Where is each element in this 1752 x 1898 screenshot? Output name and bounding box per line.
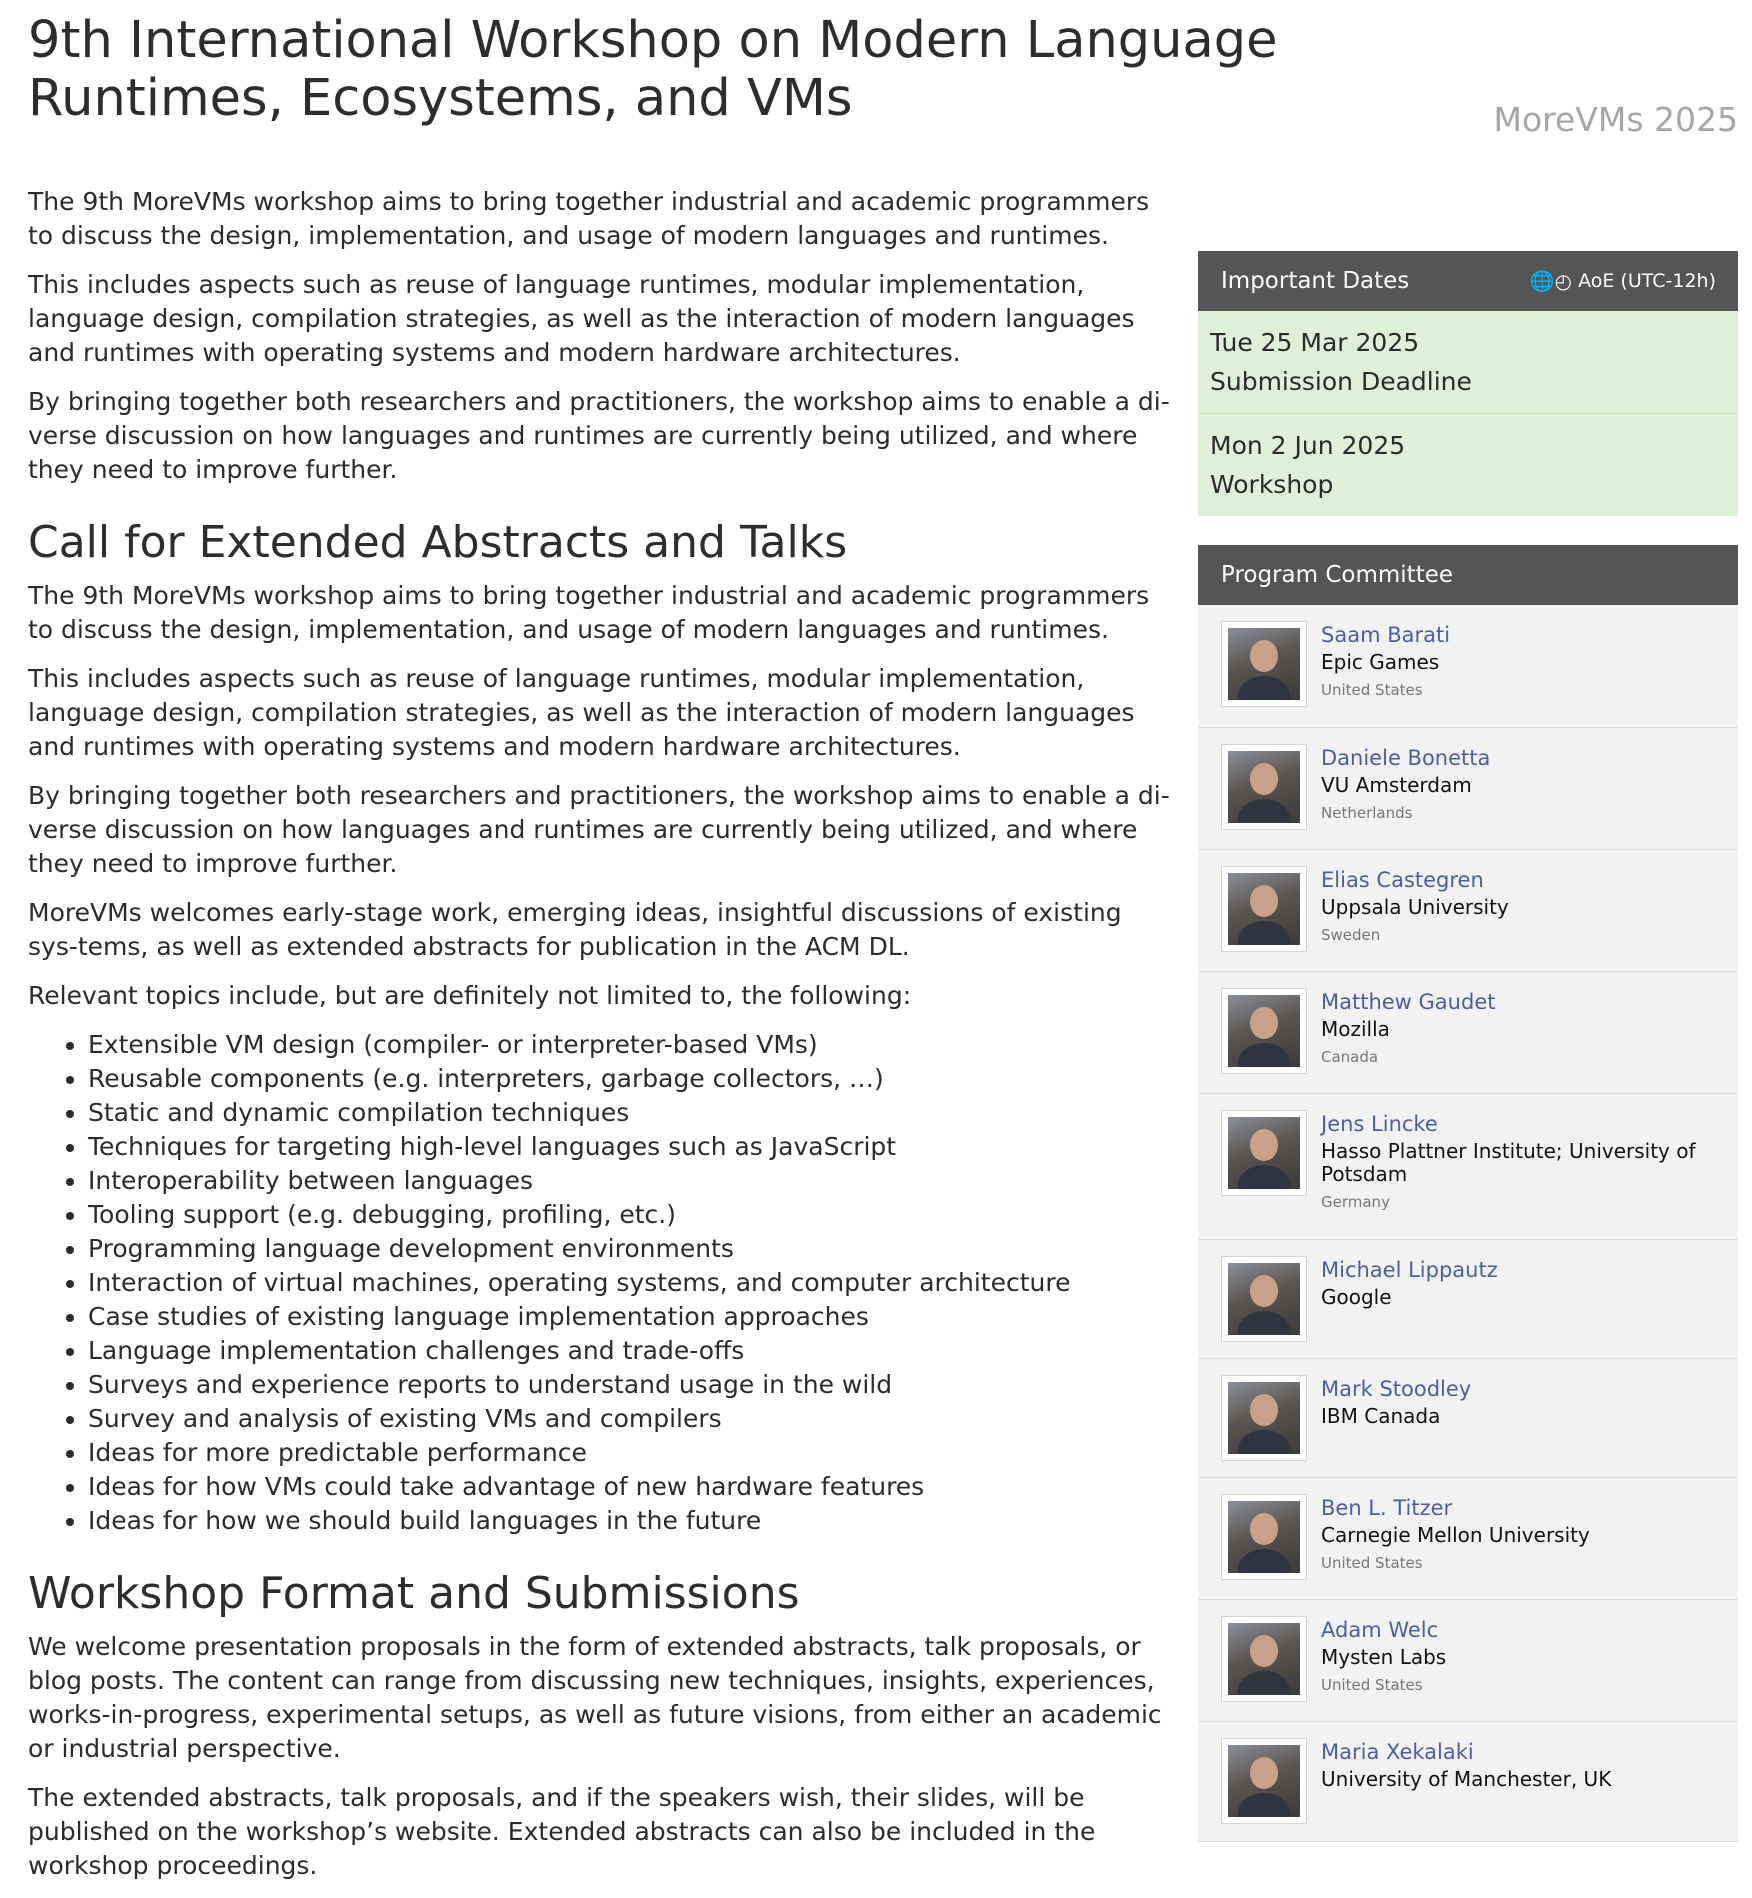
- topic-item: • Interaction of virtual machines, operating systems, and computer architecture: [88, 1266, 1178, 1300]
- member-affiliation: Google: [1321, 1285, 1392, 1309]
- member-affiliation: Uppsala University: [1321, 895, 1509, 919]
- member-country: Canada: [1321, 1048, 1379, 1066]
- important-dates-header: [1198, 251, 1738, 311]
- topic-item: • Tooling support (e.g. debugging, profiling, etc.): [88, 1198, 1178, 1232]
- cfp-paragraph: MoreVMs welcomes early-stage work, emerging ideas, insightful discussions of existing sys-tems, as well as extended abstracts for publication in the ACM DL.: [28, 898, 1122, 961]
- intro-paragraph: The 9th MoreVMs workshop aims to bring together industrial and academic programmers to discuss the design, implementation, and usage of modern languages and runtimes.: [28, 187, 1150, 250]
- committee-member: [1198, 1094, 1738, 1240]
- cfp-heading: Call for Extended Abstracts and Talks: [28, 517, 848, 568]
- format-heading: Workshop Format and Submissions: [28, 1568, 800, 1619]
- topic-item: • Survey and analysis of existing VMs and compilers: [88, 1402, 1178, 1436]
- intro-paragraph: By bringing together both researchers and practitioners, the workshop aims to enable a di-verse discussion on how languages and runtimes are currently being utilized, and where they need to improve further.: [28, 387, 1170, 484]
- topic-item: • Techniques for targeting high-level languages such as JavaScript: [88, 1130, 1178, 1164]
- member-name-link[interactable]: Michael Lippautz: [1321, 1258, 1498, 1282]
- topic-item: • Surveys and experience reports to understand usage in the wild: [88, 1368, 1178, 1402]
- committee-member: [1198, 1478, 1738, 1600]
- member-name-link[interactable]: Elias Castegren: [1321, 868, 1484, 892]
- avatar[interactable]: [1221, 1616, 1307, 1702]
- avatar-photo: [1228, 995, 1300, 1067]
- topic-item: • Reusable components (e.g. interpreters, garbage collectors, …): [88, 1062, 1178, 1096]
- date-item: [1198, 414, 1738, 516]
- avatar[interactable]: [1221, 744, 1307, 830]
- important-dates-panel: [1198, 251, 1738, 516]
- format-paragraph: We welcome presentation proposals in the form of extended abstracts, talk proposals, or blog posts. The content can range from discussing new techniques, insights, experiences, works-in-progress, experimental setups, as well as future visions, from either an academic or industrial perspective.: [28, 1632, 1162, 1763]
- important-dates-title: Important Dates: [1221, 268, 1410, 294]
- member-name-link[interactable]: Daniele Bonetta: [1321, 746, 1491, 770]
- format-paragraph: The extended abstracts, talk proposals, and if the speakers wish, their slides, will be published on the workshop’s website. Extended abstracts can also be included in the workshop proceedings.: [28, 1783, 1096, 1880]
- member-country: Netherlands: [1321, 804, 1413, 822]
- avatar-photo: [1228, 1263, 1300, 1335]
- cfp-paragraph: The 9th MoreVMs workshop aims to bring together industrial and academic programmers to discuss the design, implementation, and usage of modern languages and runtimes.: [28, 581, 1150, 644]
- program-committee-header: [1198, 545, 1738, 605]
- avatar-photo: [1228, 1382, 1300, 1454]
- committee-member: [1198, 972, 1738, 1094]
- committee-member: [1198, 1722, 1738, 1842]
- member-affiliation: University of Manchester, UK: [1321, 1767, 1612, 1791]
- avatar[interactable]: [1221, 1738, 1307, 1824]
- avatar[interactable]: [1221, 1375, 1307, 1461]
- member-name-link[interactable]: Maria Xekalaki: [1321, 1740, 1474, 1764]
- member-name-link[interactable]: Jens Lincke: [1321, 1112, 1438, 1136]
- topic-item: • Language implementation challenges and trade-offs: [88, 1334, 1178, 1368]
- date-label: Submission Deadline: [1210, 367, 1472, 396]
- topic-item: • Ideas for more predictable performance: [88, 1436, 1178, 1470]
- topic-item: • Static and dynamic compilation techniques: [88, 1096, 1178, 1130]
- avatar-photo: [1228, 628, 1300, 700]
- date-item: [1198, 311, 1738, 414]
- avatar-photo: [1228, 873, 1300, 945]
- timezone-toggle[interactable]: [1530, 269, 1716, 293]
- topic-item: • Ideas for how VMs could take advantage of new hardware features: [88, 1470, 1178, 1504]
- member-affiliation: Carnegie Mellon University: [1321, 1523, 1590, 1547]
- page-title: 9th International Workshop on Modern Language Runtimes, Ecosystems, and VMs: [28, 11, 1278, 128]
- cfp-paragraph: By bringing together both researchers and practitioners, the workshop aims to enable a di-verse discussion on how languages and runtimes are currently being utilized, and where they need to improve further.: [28, 781, 1170, 878]
- committee-member: [1198, 605, 1738, 728]
- member-name-link[interactable]: Saam Barati: [1321, 623, 1451, 647]
- member-country: United States: [1321, 1554, 1423, 1572]
- committee-member: [1198, 1240, 1738, 1359]
- member-affiliation: Mozilla: [1321, 1017, 1390, 1041]
- member-name-link[interactable]: Adam Welc: [1321, 1618, 1439, 1642]
- conference-tag: MoreVMs 2025: [1493, 100, 1738, 139]
- cfp-paragraph: This includes aspects such as reuse of language runtimes, modular implementation, language design, compilation strategies, as well as the interaction of modern languages and runtimes with operating systems and modern hardware architectures.: [28, 664, 1135, 761]
- avatar[interactable]: [1221, 1494, 1307, 1580]
- member-affiliation: Mysten Labs: [1321, 1645, 1447, 1669]
- member-name-link[interactable]: Matthew Gaudet: [1321, 990, 1496, 1014]
- committee-member: [1198, 1600, 1738, 1722]
- topic-item: • Extensible VM design (compiler- or interpreter-based VMs): [88, 1028, 1178, 1062]
- avatar[interactable]: [1221, 1256, 1307, 1342]
- member-affiliation: IBM Canada: [1321, 1404, 1441, 1428]
- member-name-link[interactable]: Ben L. Titzer: [1321, 1496, 1453, 1520]
- topic-item: • Ideas for how we should build languages in the future: [88, 1504, 1178, 1538]
- member-country: United States: [1321, 1676, 1423, 1694]
- member-country: United States: [1321, 681, 1423, 699]
- program-committee-panel: [1198, 545, 1738, 1842]
- cfp-paragraph: Relevant topics include, but are definitely not limited to, the following:: [28, 981, 912, 1010]
- avatar-photo: [1228, 1623, 1300, 1695]
- committee-member: [1198, 1359, 1738, 1478]
- topic-item: • Programming language development environments: [88, 1232, 1178, 1266]
- avatar-photo: [1228, 751, 1300, 823]
- date-label: Workshop: [1210, 470, 1334, 499]
- committee-member: [1198, 728, 1738, 850]
- avatar[interactable]: [1221, 621, 1307, 707]
- avatar[interactable]: [1221, 1110, 1307, 1196]
- topic-item: • Case studies of existing language implementation approaches: [88, 1300, 1178, 1334]
- avatar-photo: [1228, 1501, 1300, 1573]
- member-name-link[interactable]: Mark Stoodley: [1321, 1377, 1472, 1401]
- date-value: Tue 25 Mar 2025: [1210, 328, 1420, 357]
- avatar[interactable]: [1221, 988, 1307, 1074]
- date-value: Mon 2 Jun 2025: [1210, 431, 1406, 460]
- topics-list: [28, 1028, 1178, 1538]
- member-affiliation: Hasso Plattner Institute; University of Potsdam: [1321, 1139, 1696, 1186]
- member-affiliation: VU Amsterdam: [1321, 773, 1472, 797]
- avatar[interactable]: [1221, 866, 1307, 952]
- member-country: Germany: [1321, 1193, 1390, 1211]
- timezone-label: AoE (UTC-12h): [1578, 270, 1716, 292]
- member-country: Sweden: [1321, 926, 1381, 944]
- topic-item: • Interoperability between languages: [88, 1164, 1178, 1198]
- main-content: [28, 185, 1178, 1898]
- avatar-photo: [1228, 1117, 1300, 1189]
- globe-icon: 🌐◴: [1529, 269, 1573, 293]
- avatar-photo: [1228, 1745, 1300, 1817]
- member-affiliation: Epic Games: [1321, 650, 1440, 674]
- program-committee-title: Program Committee: [1221, 562, 1454, 588]
- committee-member: [1198, 850, 1738, 972]
- intro-paragraph: This includes aspects such as reuse of language runtimes, modular implementation, language design, compilation strategies, as well as the interaction of modern languages and runtimes with operating systems and modern hardware architectures.: [28, 270, 1135, 367]
